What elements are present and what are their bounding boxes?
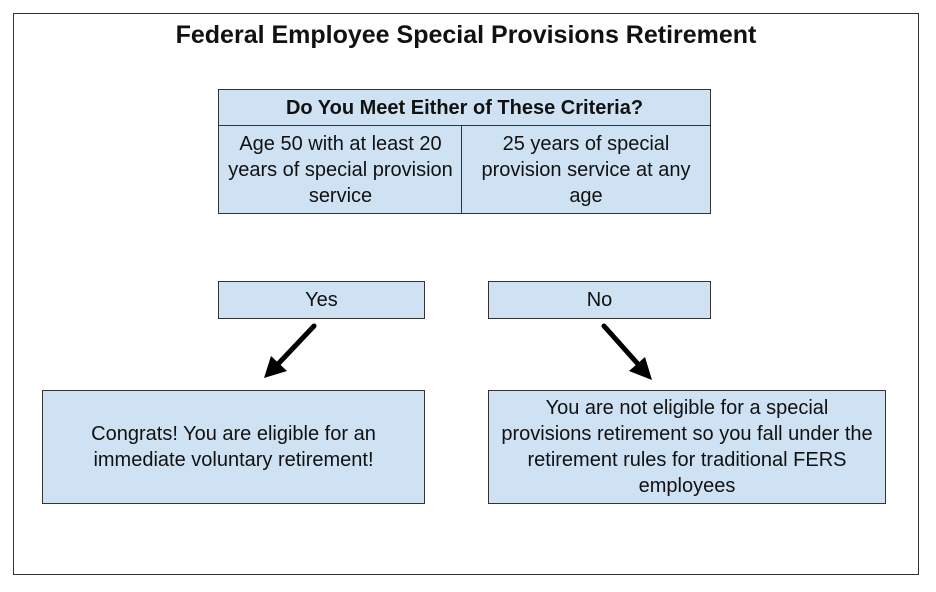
criteria-age-50: Age 50 with at least 20 years of special provision service [218,125,463,214]
outcome-not-eligible: You are not eligible for a special provisions retirement so you fall under the retirement rules for traditional FERS employees [488,390,886,504]
criteria-header: Do You Meet Either of These Criteria? [218,89,711,127]
outcome-eligible: Congrats! You are eligible for an immediate voluntary retirement! [42,390,425,504]
arrow-no [604,326,652,380]
criteria-25-years: 25 years of special provision service at any age [461,125,711,214]
diagram-title: Federal Employee Special Provisions Retirement [175,21,757,49]
decision-no: No [488,281,711,319]
arrow-yes [264,326,314,378]
decision-yes: Yes [218,281,425,319]
